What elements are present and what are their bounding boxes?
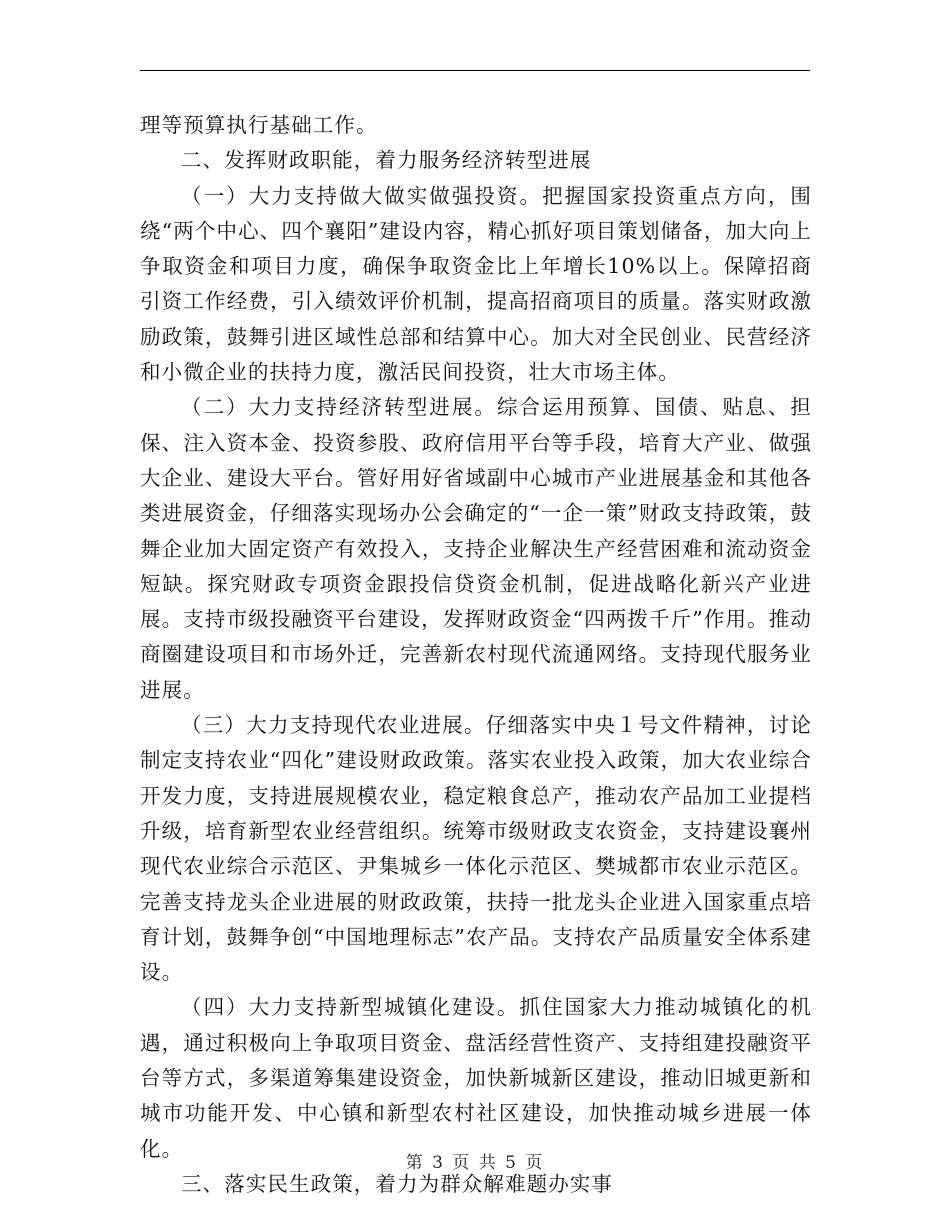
page-number-label: 第 3 页 共 5 页 — [405, 1153, 545, 1173]
page-footer — [0, 1148, 950, 1173]
paragraph-continuation: 理等预算执行基础工作。 — [140, 113, 378, 137]
section-heading-2: 二、发挥财政职能，着力服务经济转型进展 — [181, 148, 592, 173]
paragraph-investment: （一）大力支持做大做实做强投资。把握国家投资重点方向，围绕“两个中心、四个襄阳”建设内容，精心抓好项目策划储备，加大向上争取资金和项目力度，确保争取资金比上年增长10%以上。保障招商引资工作经费，引入绩效评价机制，提高招商项目的质量。落实财政激励政策，鼓舞引进区域性总部和结算中心。加大对全民创业、民营经济和小微企业的扶持力度，激活民间投资，壮大市场主体。 — [140, 183, 812, 385]
paragraph-economic-transformation: （二）大力支持经济转型进展。综合运用预算、国债、贴息、担保、注入资本金、投资参股、政府信用平台等手段，培育大产业、做强大企业、建设大平台。管好用好省域副中心城市产业进展基金和其他各类进展资金，仔细落实现场办公会确定的“一企一策”财政支持政策，鼓舞企业加大固定资产有效投入，支持企业解决生产经营困难和流动资金短缺。探究财政专项资金跟投信贷资金机制，促进战略化新兴产业进展。支持市级投融资平台建设，发挥财政资金“四两拨千斤”作用。推动商圈建设项目和市场外迁，完善新农村现代流通网络。支持现代服务业进展。 — [140, 395, 812, 702]
document-body — [140, 108, 812, 1202]
paragraph-modern-agriculture: （三）大力支持现代农业进展。仔细落实中央１号文件精神，讨论制定支持农业“四化”建设财政政策。落实农业投入政策，加大农业综合开发力度，支持进展规模农业，稳定粮食总产，推动农产品加工业提档升级，培育新型农业经营组织。统筹市级财政支农资金，支持建设襄州现代农业综合示范区、尹集城乡一体化示范区、樊城都市农业示范区。完善支持龙头企业进展的财政政策，扶持一批龙头企业进入国家重点培育计划，鼓舞争创“中国地理标志”农产品。支持农产品质量安全体系建设。 — [140, 713, 812, 985]
paragraph-urbanization: （四）大力支持新型城镇化建设。抓住国家大力推动城镇化的机遇，通过积极向上争取项目资金、盘活经营性资产、支持组建投融资平台等方式，多渠道筹集建设资金，加快新城新区建设，推动旧城更新和城市功能开发、中心镇和新型农村社区建设，加快推动城乡进展一体化。 — [140, 995, 812, 1161]
header-rule — [140, 70, 810, 71]
section-heading-3: 三、落实民生政策，着力为群众解难题办实事 — [181, 1171, 613, 1196]
